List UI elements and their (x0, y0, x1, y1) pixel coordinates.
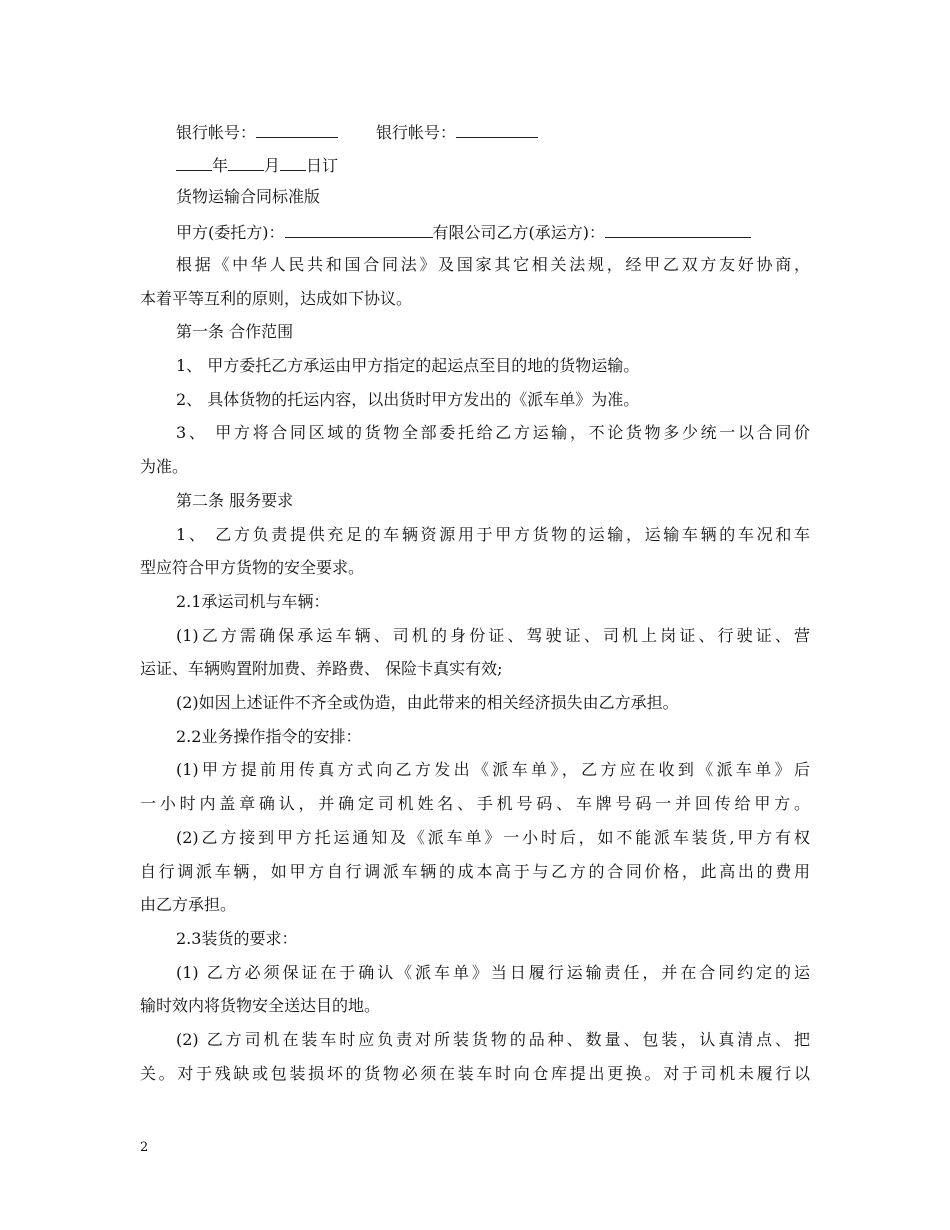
section-2-3-item-1-line-1: (1) 乙方必须保证在于确认《派车单》当日履行运输责任，并在合同约定的运 (176, 963, 810, 982)
article-2-item-1-line-1: 1、 乙方负责提供充足的车辆资源用于甲方货物的运输，运输车辆的车况和车 (176, 525, 810, 544)
page-number: 2 (140, 1140, 149, 1155)
party-b-label: 有限公司乙方(承运方)： (432, 223, 605, 242)
article-1-item-3-line-1: 3、 甲方将合同区域的货物全部委托给乙方运输，不论货物多少统一以合同价 (176, 423, 810, 442)
intro-paragraph-line-2: 本着平等互利的原则，达成如下协议。 (140, 289, 413, 308)
article-1-item-1: 1、 甲方委托乙方承运由甲方指定的起运点至目的地的货物运输。 (176, 356, 640, 375)
section-2-1-item-1-line-1: (1)乙方需确保承运车辆、司机的身份证、驾驶证、司机上岗证、行驶证、营 (176, 626, 810, 645)
article-1-item-3-line-2: 为准。 (140, 457, 189, 476)
section-2-3-item-2-line-2: 关。对于残缺或包装损坏的货物必须在装车时向仓库提出更换。对于司机未履行以 (140, 1064, 810, 1083)
date-line (176, 153, 810, 177)
document-title: 货物运输合同标准版 (176, 187, 321, 206)
section-2-3-item-2-line-1: (2) 乙方司机在装车时应负责对所装货物的品种、数量、包装，认真清点、把 (176, 1030, 810, 1049)
section-2-3-item-1-line-2: 输时效内将货物安全送达目的地。 (140, 996, 381, 1015)
bank-account-line (176, 120, 810, 144)
parties-line (176, 220, 810, 244)
section-2-2-item-2-line-2: 自行调派车辆，如甲方自行调派车辆的成本高于与乙方的合同价格，此高出的费用 (140, 862, 810, 881)
year-label: 年 (212, 156, 229, 175)
section-2-2-item-2-line-3: 由乙方承担。 (140, 895, 237, 914)
day-blank (280, 153, 306, 171)
section-2-1-title: 2.1承运司机与车辆： (176, 592, 330, 611)
article-1-item-2: 2、 具体货物的托运内容，以出货时甲方发出的《派车单》为准。 (176, 390, 640, 409)
bank-account-blank-a (256, 120, 338, 138)
month-label: 月 (264, 156, 281, 175)
year-blank (176, 153, 212, 171)
bank-account-blank-b (456, 120, 538, 138)
article-1-title: 第一条 合作范围 (176, 322, 294, 341)
section-2-2-item-2-line-1: (2)乙方接到甲方托运通知及《派车单》一小时后，如不能派车装货,甲方有权 (176, 828, 810, 847)
section-2-2-title: 2.2业务操作指令的安排： (176, 727, 362, 746)
bank-account-label-b: 银行帐号： (376, 123, 457, 142)
section-2-2-item-1-line-1: (1)甲方提前用传真方式向乙方发出《派车单》，乙方应在收到《派车单》后 (176, 760, 810, 779)
section-2-2-item-1-line-2: 一小时内盖章确认，并确定司机姓名、手机号码、车牌号码一并回传给甲方。 (140, 794, 810, 813)
section-2-3-title: 2.3装货的要求： (176, 929, 298, 948)
party-a-blank (285, 220, 433, 238)
section-2-1-item-2: (2)如因上述证件不齐全或伪造，由此带来的相关经济损失由乙方承担。 (176, 693, 679, 712)
month-blank (228, 153, 264, 171)
party-a-label: 甲方(委托方)： (176, 223, 285, 242)
bank-account-label-a: 银行帐号： (176, 123, 257, 142)
section-2-1-item-1-line-2: 运证、车辆购置附加费、养路费、 保险卡真实有效; (140, 659, 503, 678)
intro-paragraph-line-1: 根据《中华人民共和国合同法》及国家其它相关法规，经甲乙双方友好协商， (176, 255, 810, 274)
article-2-title: 第二条 服务要求 (176, 491, 294, 510)
party-b-blank (605, 220, 751, 238)
day-label: 日订 (306, 156, 339, 175)
article-2-item-1-line-2: 型应符合甲方货物的安全要求。 (140, 558, 365, 577)
